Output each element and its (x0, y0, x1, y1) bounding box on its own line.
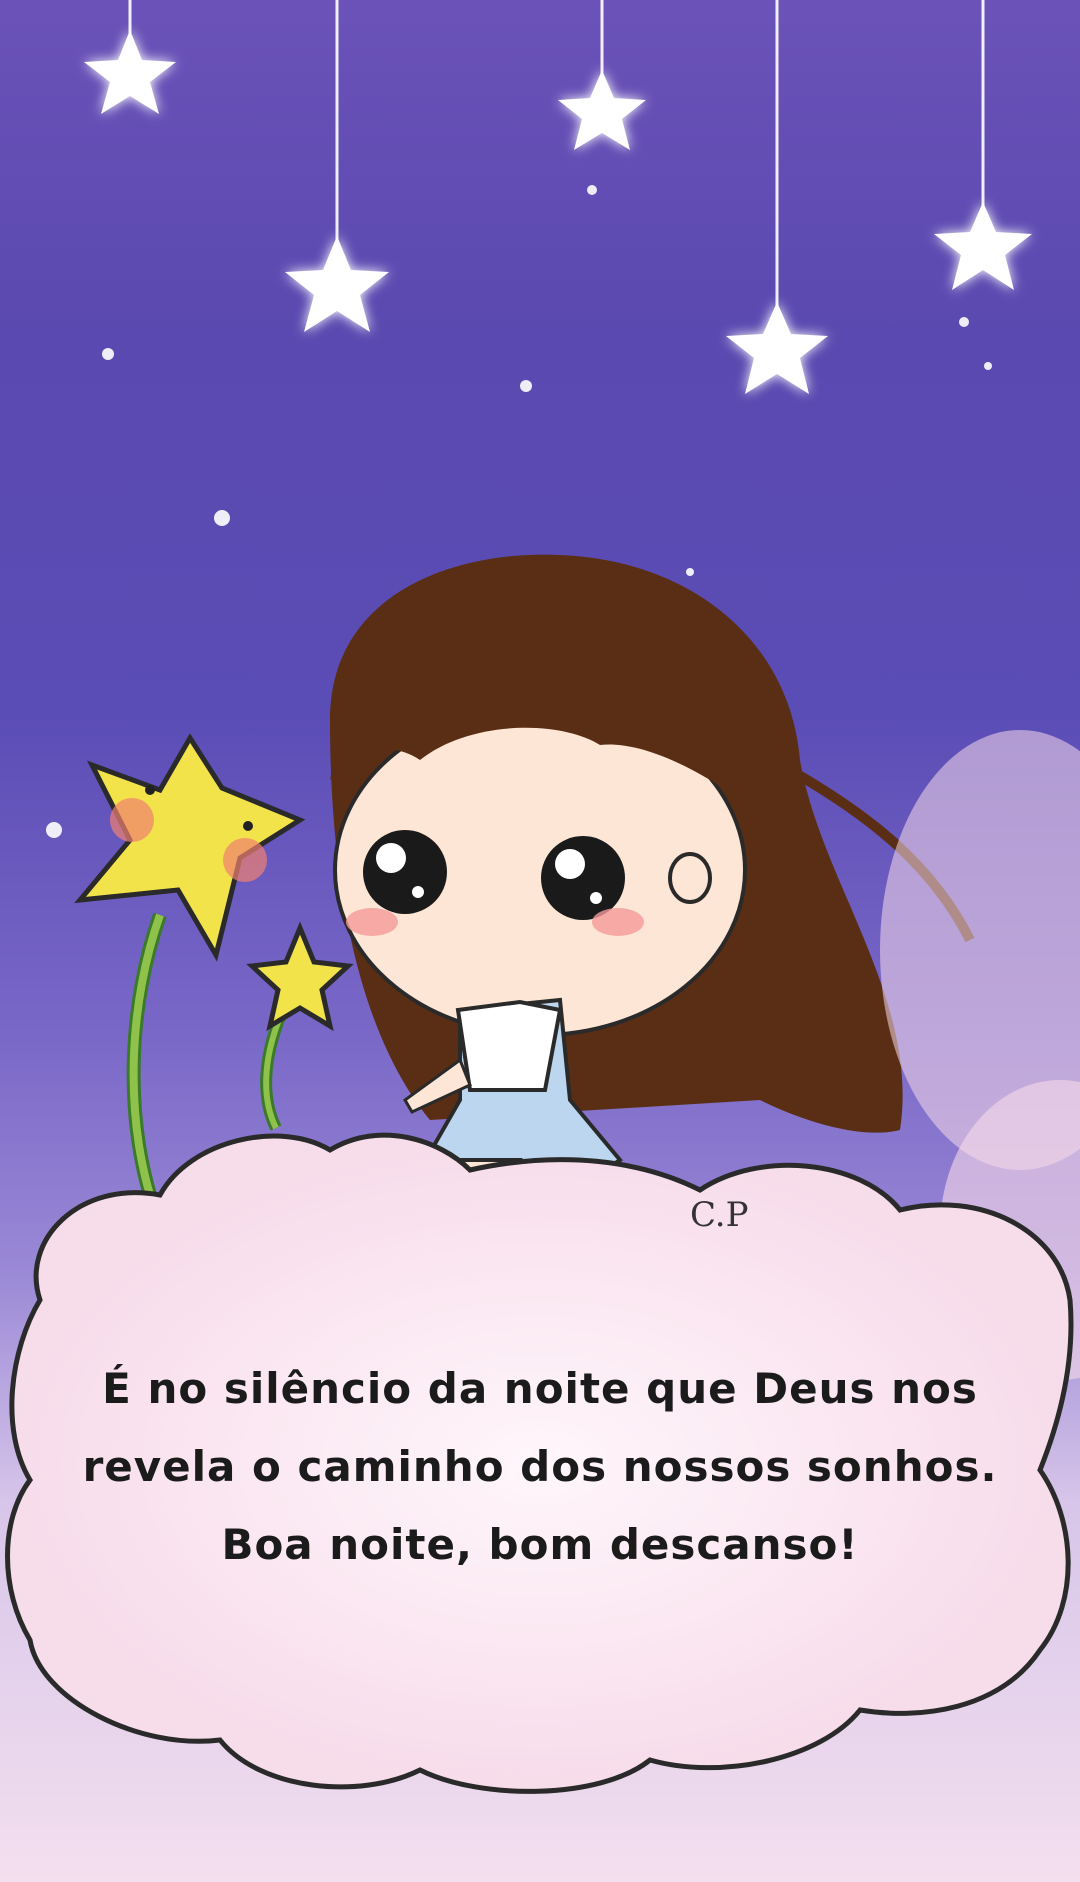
quote-text (40, 1350, 1040, 1584)
artist-signature: C.P (690, 1195, 749, 1235)
quote-line-3: Boa noite, bom descanso! (221, 1520, 859, 1569)
hanging-strings (130, 0, 983, 312)
quote-line-2: revela o caminho dos nossos sonhos. (82, 1442, 998, 1491)
yellow-star-icon (80, 738, 348, 1026)
quote-line-1: É no silêncio da noite que Deus nos (102, 1364, 978, 1413)
star-icon (84, 30, 1032, 394)
